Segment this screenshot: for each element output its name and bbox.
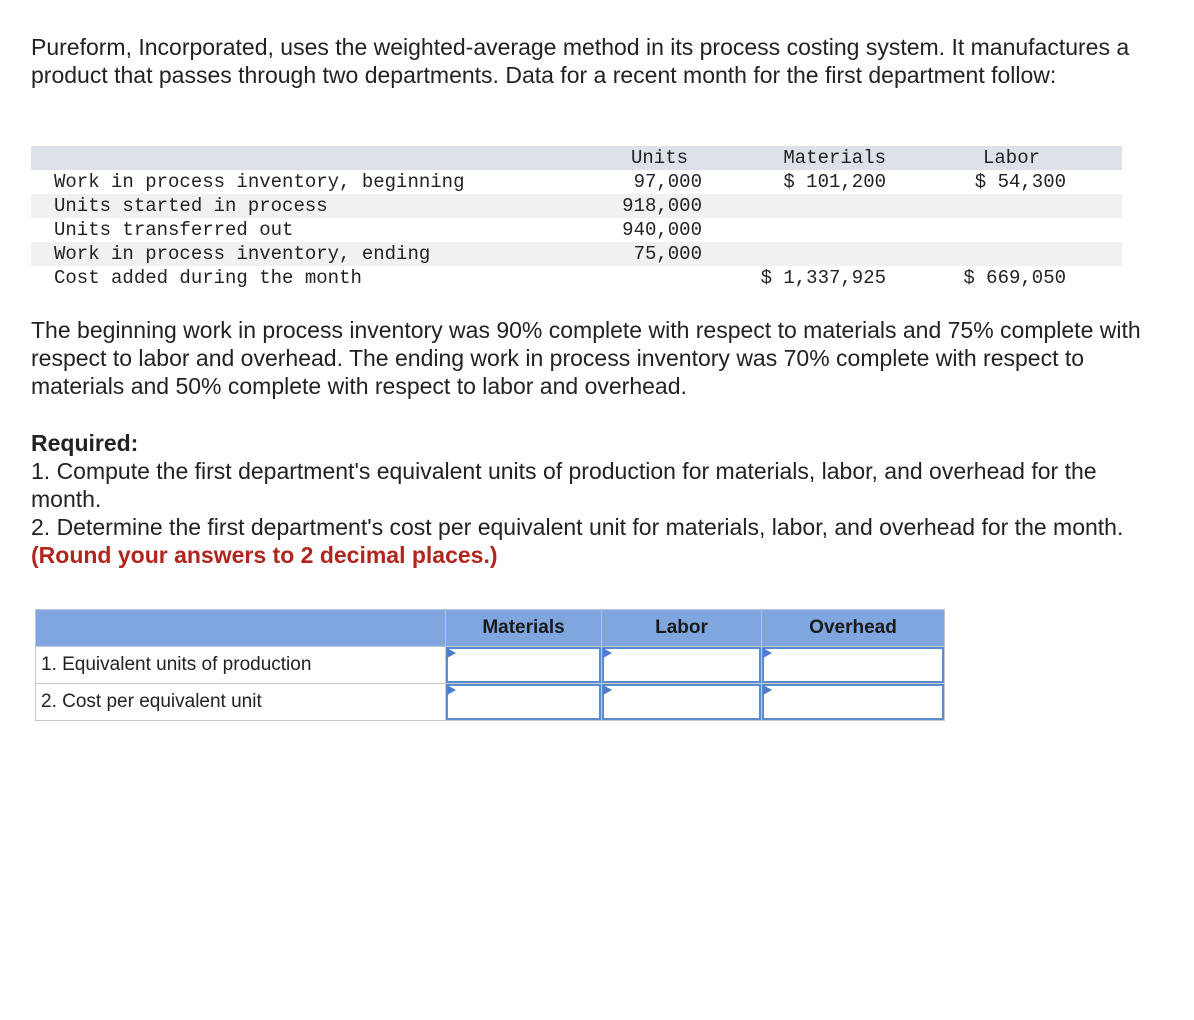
units-value: 940,000: [622, 219, 702, 241]
labor-value: $ 54,300: [974, 171, 1066, 193]
answer-header-row: [36, 610, 945, 647]
eu-materials-input[interactable]: [446, 647, 601, 683]
cost-overhead-cell: [762, 684, 945, 721]
table-row: [31, 242, 1122, 266]
cost-per-unit-row: [36, 684, 945, 721]
materials-value: $ 1,337,925: [760, 267, 886, 289]
row-label: Work in process inventory, ending: [54, 243, 431, 265]
cost-materials-cell: [446, 684, 602, 721]
completion-paragraph: The beginning work in process inventory was 90% complete with respect to materials and 75% complete with respect to labor and overhead. The ending work in process inventory was 70% complete with respect to materials and 50% complete with respect to labor and overhead.: [31, 317, 1141, 399]
input-marker-icon: [603, 648, 612, 658]
input-marker-icon: [763, 648, 772, 658]
problem-intro: Pureform, Incorporated, uses the weighted-average method in its process costing system. It manufactures a product that passes through two departments. Data for a recent month for the first department follow:: [31, 34, 1130, 88]
input-marker-icon: [603, 685, 612, 695]
row-label: Cost added during the month: [54, 267, 362, 289]
table-row: [31, 218, 1122, 242]
required-item-2-text: 2. Determine the first department's cost per equivalent unit for materials, labor, and overhead for the month.: [31, 514, 1124, 540]
row-label: Units started in process: [54, 195, 328, 217]
required-section: [31, 429, 1161, 569]
row-label: Units transferred out: [54, 219, 294, 241]
table-row: [31, 170, 1122, 194]
cost-per-unit-label: 2. Cost per equivalent unit: [36, 684, 446, 721]
input-marker-icon: [447, 685, 456, 695]
materials-header: Materials: [783, 147, 886, 169]
equivalent-units-label: 1. Equivalent units of production: [36, 647, 446, 684]
eu-materials-cell: [446, 647, 602, 684]
row-label: Work in process inventory, beginning: [54, 171, 465, 193]
rounding-note: (Round your answers to 2 decimal places.): [31, 542, 498, 568]
table-row: [31, 266, 1122, 290]
answer-table: [35, 609, 945, 721]
materials-value: $ 101,200: [783, 171, 886, 193]
cost-labor-input[interactable]: [602, 684, 761, 720]
eu-labor-cell: [602, 647, 762, 684]
cost-overhead-input[interactable]: [762, 684, 944, 720]
eu-labor-input[interactable]: [602, 647, 761, 683]
required-item-1: 1. Compute the first department's equivalent units of production for materials, labor, and overhead for the month.: [31, 458, 1097, 512]
eu-overhead-cell: [762, 647, 945, 684]
required-heading: Required:: [31, 430, 139, 456]
blank-header: [36, 610, 446, 647]
required-item-2: [31, 513, 1161, 569]
units-header: Units: [630, 147, 688, 169]
data-table-header-row: [31, 146, 1122, 170]
overhead-column-header: Overhead: [762, 610, 945, 647]
materials-column-header: Materials: [446, 610, 602, 647]
labor-header: Labor: [982, 147, 1040, 169]
units-value: 918,000: [622, 195, 702, 217]
cost-materials-input[interactable]: [446, 684, 601, 720]
units-value: 97,000: [633, 171, 702, 193]
input-marker-icon: [763, 685, 772, 695]
input-marker-icon: [447, 648, 456, 658]
units-value: 75,000: [633, 243, 702, 265]
cost-labor-cell: [602, 684, 762, 721]
table-row: [31, 194, 1122, 218]
data-table: [31, 146, 1122, 290]
equivalent-units-row: [36, 647, 945, 684]
labor-value: $ 669,050: [963, 267, 1066, 289]
labor-column-header: Labor: [602, 610, 762, 647]
eu-overhead-input[interactable]: [762, 647, 944, 683]
